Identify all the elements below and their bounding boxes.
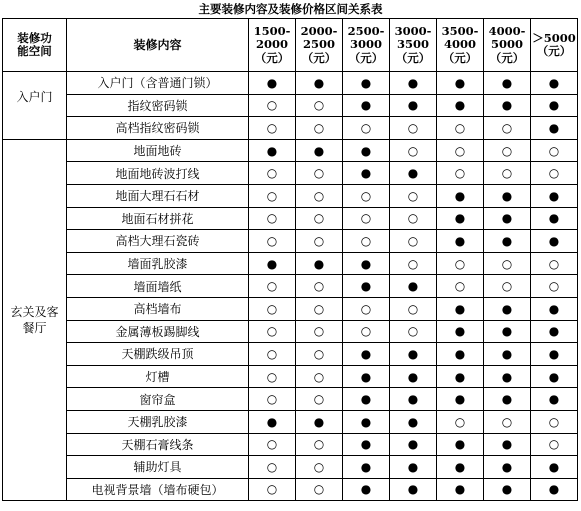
space-group-cell: 入户门 [3, 72, 67, 140]
mark-cell: ● [437, 343, 484, 366]
mark-cell: ● [249, 252, 296, 275]
mark-cell: ○ [249, 320, 296, 343]
mark-cell: ○ [249, 230, 296, 253]
mark-cell: ● [484, 230, 531, 253]
mark-cell: ● [343, 410, 390, 433]
mark-cell: ○ [531, 139, 578, 162]
mark-cell: ○ [437, 410, 484, 433]
mark-cell: ● [390, 275, 437, 298]
mark-cell: ● [484, 72, 531, 95]
mark-cell: ● [390, 94, 437, 117]
mark-cell: ○ [296, 297, 343, 320]
item-cell: 高档大理石瓷砖 [67, 230, 249, 253]
mark-cell: ● [437, 207, 484, 230]
header-space: 装修功 能空间 [3, 19, 67, 72]
mark-cell: ○ [296, 230, 343, 253]
mark-cell: ○ [531, 162, 578, 185]
table-body [3, 72, 578, 501]
mark-cell: ● [343, 456, 390, 479]
item-cell: 墙面墙纸 [67, 275, 249, 298]
item-cell: 高档指纹密码锁 [67, 117, 249, 140]
item-cell: 天棚石膏线条 [67, 433, 249, 456]
header-range: 3500- 4000 （元） [437, 19, 484, 72]
item-cell: 金属薄板踢脚线 [67, 320, 249, 343]
mark-cell: ● [390, 478, 437, 501]
mark-cell: ● [531, 117, 578, 140]
table-title: 主要装修内容及装修价格区间关系表 [198, 2, 383, 16]
mark-cell: ● [343, 275, 390, 298]
table-row [3, 388, 578, 411]
mark-cell: ● [531, 388, 578, 411]
mark-cell: ● [437, 320, 484, 343]
table-row [3, 343, 578, 366]
mark-cell: ● [390, 162, 437, 185]
mark-cell: ○ [343, 230, 390, 253]
mark-cell: ○ [437, 117, 484, 140]
item-cell: 天棚跌级吊顶 [67, 343, 249, 366]
mark-cell: ○ [249, 343, 296, 366]
mark-cell: ● [390, 343, 437, 366]
mark-cell: ○ [390, 207, 437, 230]
mark-cell: ● [343, 365, 390, 388]
mark-cell: ● [343, 343, 390, 366]
mark-cell: ● [531, 72, 578, 95]
mark-cell: ○ [249, 207, 296, 230]
mark-cell: ● [437, 365, 484, 388]
mark-cell: ○ [390, 139, 437, 162]
header-content: 装修内容 [67, 19, 249, 72]
mark-cell: ● [531, 343, 578, 366]
mark-cell: ● [531, 456, 578, 479]
mark-cell: ● [437, 230, 484, 253]
header-range: 2000- 2500 （元） [296, 19, 343, 72]
mark-cell: ○ [484, 275, 531, 298]
table-row [3, 230, 578, 253]
mark-cell: ○ [484, 252, 531, 275]
mark-cell: ○ [390, 320, 437, 343]
mark-cell: ○ [249, 478, 296, 501]
header-range: 3000- 3500 （元） [390, 19, 437, 72]
item-cell: 地面地砖波打线 [67, 162, 249, 185]
header-range: 1500- 2000 （元） [249, 19, 296, 72]
mark-cell: ● [531, 297, 578, 320]
mark-cell: ○ [531, 252, 578, 275]
mark-cell: ● [484, 184, 531, 207]
mark-cell: ○ [390, 252, 437, 275]
mark-cell: ● [484, 478, 531, 501]
item-cell: 墙面乳胶漆 [67, 252, 249, 275]
mark-cell: ○ [249, 162, 296, 185]
mark-cell: ○ [249, 365, 296, 388]
mark-cell: ● [484, 456, 531, 479]
mark-cell: ○ [484, 162, 531, 185]
mark-cell: ● [249, 72, 296, 95]
mark-cell: ● [484, 365, 531, 388]
table-row [3, 365, 578, 388]
mark-cell: ● [390, 433, 437, 456]
mark-cell: ● [484, 388, 531, 411]
mark-cell: ● [484, 207, 531, 230]
item-cell: 地面地砖 [67, 139, 249, 162]
mark-cell: ○ [531, 433, 578, 456]
table-row [3, 207, 578, 230]
mark-cell: ● [531, 230, 578, 253]
mark-cell: ● [437, 72, 484, 95]
mark-cell: ○ [390, 117, 437, 140]
space-group-cell: 玄关及客餐厅 [3, 139, 67, 501]
mark-cell: ● [484, 297, 531, 320]
mark-cell: ○ [484, 117, 531, 140]
mark-cell: ○ [484, 410, 531, 433]
mark-cell: ● [484, 433, 531, 456]
mark-cell: ● [296, 252, 343, 275]
mark-cell: ● [343, 94, 390, 117]
mark-cell: ● [343, 162, 390, 185]
table-row [3, 297, 578, 320]
table-row [3, 252, 578, 275]
item-cell: 入户门（含普通门锁） [67, 72, 249, 95]
mark-cell: ○ [296, 94, 343, 117]
mark-cell: ○ [531, 275, 578, 298]
mark-cell: ○ [296, 388, 343, 411]
table-row [3, 117, 578, 140]
mark-cell: ○ [343, 184, 390, 207]
mark-cell: ● [531, 365, 578, 388]
mark-cell: ○ [296, 365, 343, 388]
mark-cell: ● [343, 252, 390, 275]
mark-cell: ● [343, 478, 390, 501]
mark-cell: ○ [437, 252, 484, 275]
mark-cell: ● [531, 478, 578, 501]
mark-cell: ● [390, 72, 437, 95]
table-row [3, 275, 578, 298]
mark-cell: ● [484, 94, 531, 117]
mark-cell: ● [343, 388, 390, 411]
mark-cell: ● [531, 94, 578, 117]
mark-cell: ● [390, 365, 437, 388]
mark-cell: ○ [249, 184, 296, 207]
mark-cell: ○ [296, 207, 343, 230]
mark-cell: ○ [296, 456, 343, 479]
mark-cell: ● [437, 184, 484, 207]
header-row [3, 19, 578, 72]
mark-cell: ○ [249, 388, 296, 411]
mark-cell: ● [484, 320, 531, 343]
mark-cell: ● [484, 343, 531, 366]
item-cell: 窗帘盒 [67, 388, 249, 411]
mark-cell: ○ [249, 275, 296, 298]
mark-cell: ● [390, 388, 437, 411]
mark-cell: ○ [249, 456, 296, 479]
item-cell: 灯槽 [67, 365, 249, 388]
mark-cell: ○ [296, 343, 343, 366]
item-cell: 天棚乳胶漆 [67, 410, 249, 433]
mark-cell: ● [296, 139, 343, 162]
mark-cell: ○ [343, 320, 390, 343]
header-range: 4000- 5000 （元） [484, 19, 531, 72]
mark-cell: ● [296, 72, 343, 95]
table-row [3, 139, 578, 162]
mark-cell: ● [343, 139, 390, 162]
mark-cell: ○ [343, 117, 390, 140]
table-row [3, 320, 578, 343]
mark-cell: ● [437, 433, 484, 456]
table-row [3, 456, 578, 479]
mark-cell: ○ [296, 184, 343, 207]
table-row [3, 94, 578, 117]
mark-cell: ○ [437, 275, 484, 298]
mark-cell: ● [437, 388, 484, 411]
table-row [3, 410, 578, 433]
mark-cell: ○ [484, 139, 531, 162]
mark-cell: ○ [437, 162, 484, 185]
item-cell: 辅助灯具 [67, 456, 249, 479]
mark-cell: ● [390, 410, 437, 433]
mark-cell: ○ [296, 275, 343, 298]
mark-cell: ○ [296, 433, 343, 456]
item-cell: 地面大理石石材 [67, 184, 249, 207]
mark-cell: ○ [343, 207, 390, 230]
mark-cell: ● [437, 478, 484, 501]
mark-cell: ○ [249, 433, 296, 456]
mark-cell: ○ [390, 184, 437, 207]
mark-cell: ● [531, 184, 578, 207]
table-row [3, 478, 578, 501]
mark-cell: ○ [390, 230, 437, 253]
table-row [3, 184, 578, 207]
mark-cell: ● [437, 94, 484, 117]
mark-cell: ○ [249, 117, 296, 140]
header-range: 2500- 3000 （元） [343, 19, 390, 72]
mark-cell: ● [296, 410, 343, 433]
item-cell: 指纹密码锁 [67, 94, 249, 117]
mark-cell: ○ [390, 297, 437, 320]
mark-cell: ● [531, 207, 578, 230]
mark-cell: ● [531, 320, 578, 343]
mark-cell: ○ [296, 117, 343, 140]
table-row [3, 433, 578, 456]
mark-cell: ○ [437, 139, 484, 162]
table-row [3, 72, 578, 95]
item-cell: 地面石材拼花 [67, 207, 249, 230]
mark-cell: ○ [249, 94, 296, 117]
mark-cell: ● [249, 139, 296, 162]
mark-cell: ○ [249, 297, 296, 320]
mark-cell: ● [390, 456, 437, 479]
item-cell: 高档墙布 [67, 297, 249, 320]
mark-cell: ● [249, 410, 296, 433]
mark-cell: ○ [531, 410, 578, 433]
mark-cell: ● [343, 72, 390, 95]
header-range: ＞5000 （元） [531, 19, 578, 72]
mark-cell: ○ [296, 478, 343, 501]
table-row [3, 162, 578, 185]
mark-cell: ● [343, 433, 390, 456]
mark-cell: ○ [296, 162, 343, 185]
item-cell: 电视背景墙（墙布硬包） [67, 478, 249, 501]
mark-cell: ● [437, 297, 484, 320]
mark-cell: ● [437, 456, 484, 479]
mark-cell: ○ [343, 297, 390, 320]
mark-cell: ○ [296, 320, 343, 343]
price-relation-table [2, 18, 578, 501]
